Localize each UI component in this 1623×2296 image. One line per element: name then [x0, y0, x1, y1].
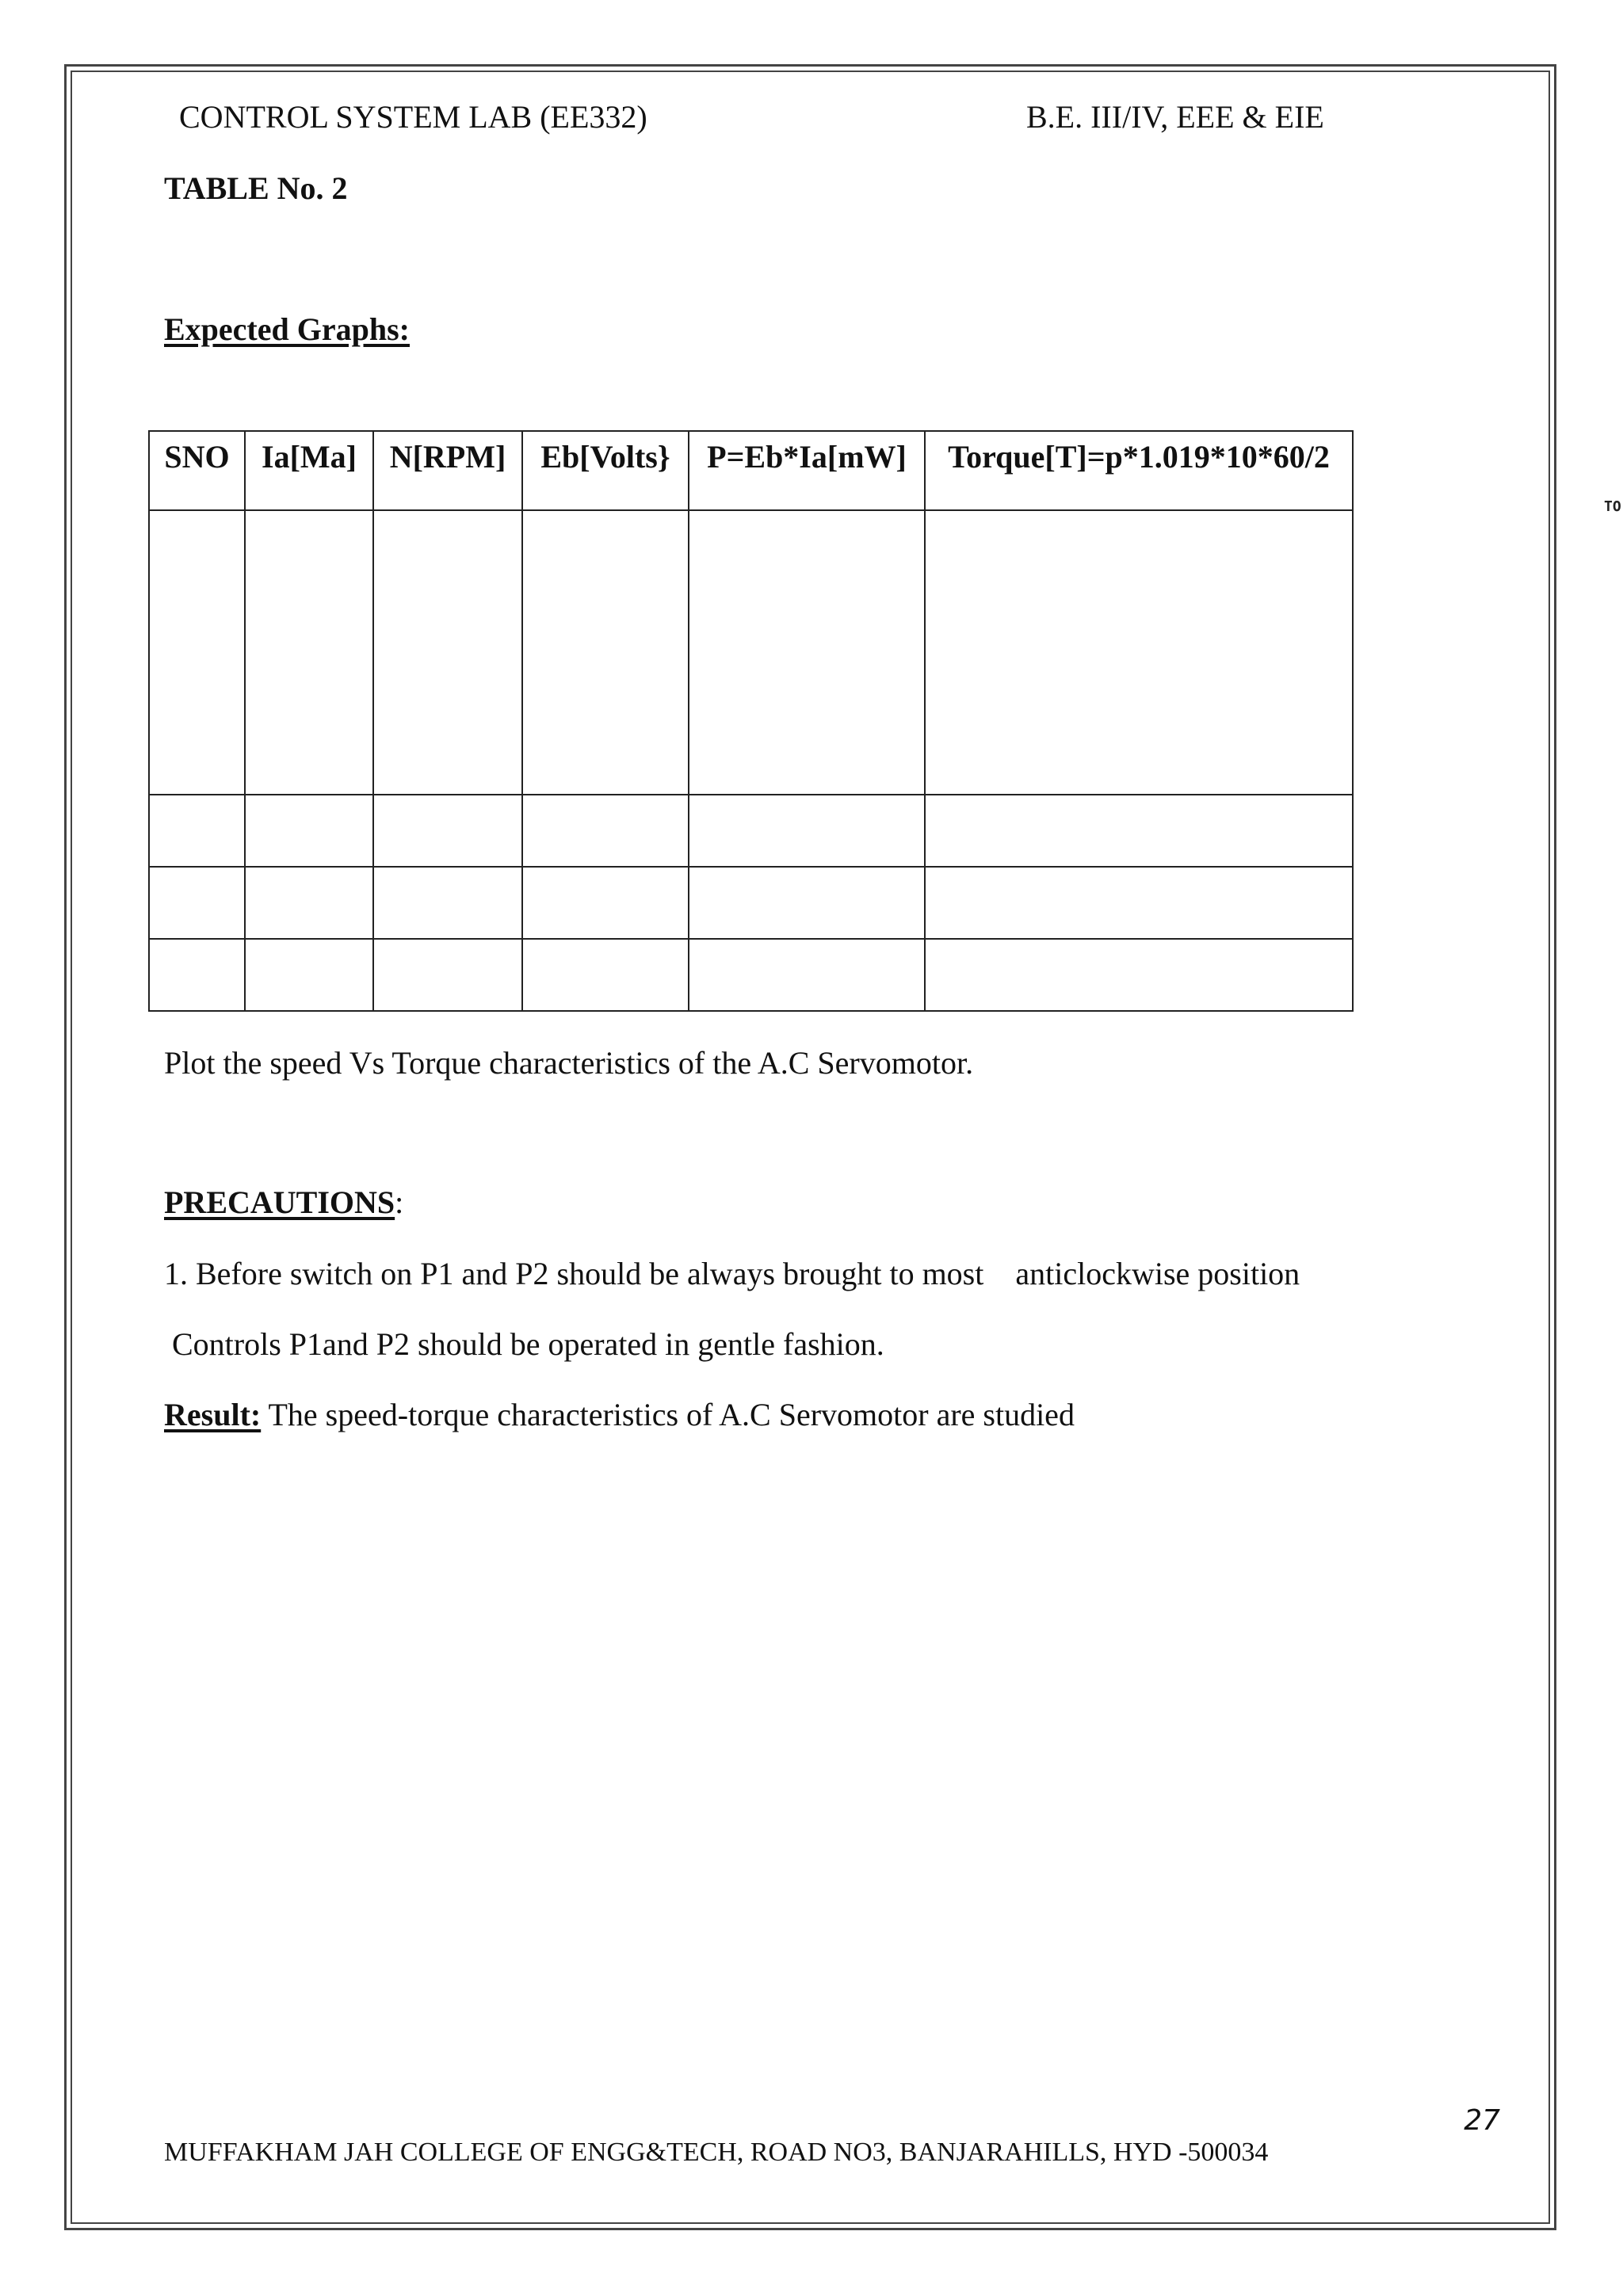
table-cell [689, 939, 925, 1011]
header-program: B.E. III/IV, EEE & EIE [1026, 99, 1324, 135]
column-header-current: Ia[Ma] [245, 431, 373, 510]
table-cell [522, 795, 689, 867]
table-cell [245, 510, 373, 795]
table-cell [925, 867, 1353, 939]
precaution-item-2: Controls P1and P2 should be operated in gentle fashion. [172, 1326, 884, 1362]
precautions-heading-colon: : [395, 1184, 404, 1220]
precaution-item-1: 1. Before switch on P1 and P2 should be always brought to most anticlockwise position [164, 1256, 1300, 1291]
column-header-power: P=Eb*Ia[mW] [689, 431, 925, 510]
page-border-inner [71, 71, 1550, 2224]
plot-instruction: Plot the speed Vs Torque characteristics of the A.C Servomotor. [164, 1045, 974, 1081]
table-cell [245, 795, 373, 867]
column-header-speed: N[RPM] [373, 431, 522, 510]
precautions-heading-line [164, 1184, 404, 1220]
result-label: Result: [164, 1397, 262, 1432]
header-course: CONTROL SYSTEM LAB (EE332) [179, 99, 647, 135]
table-cell [373, 795, 522, 867]
table-cell [245, 867, 373, 939]
table-title: TABLE No. 2 [164, 170, 348, 206]
table-cell [373, 867, 522, 939]
table-cell [373, 510, 522, 795]
table-header-row [149, 431, 1353, 510]
column-header-back-emf: Eb[Volts} [522, 431, 689, 510]
table-cell [689, 867, 925, 939]
edge-text-fragment: TO [1604, 498, 1621, 515]
table-cell [149, 510, 245, 795]
result-text: The speed-torque characteristics of A.C Servomotor are studied [261, 1397, 1075, 1432]
table-row [149, 795, 1353, 867]
table-cell [149, 795, 245, 867]
table-cell [522, 939, 689, 1011]
column-header-sno: SNO [149, 431, 245, 510]
table-row [149, 867, 1353, 939]
table-cell [689, 510, 925, 795]
table-cell [522, 867, 689, 939]
table-cell [925, 939, 1353, 1011]
footer-address: MUFFAKHAM JAH COLLEGE OF ENGG&TECH, ROAD NO3, BANJARAHILLS, HYD -500034 [164, 2138, 1269, 2167]
table-cell [522, 510, 689, 795]
table-row [149, 510, 1353, 795]
table-cell [149, 867, 245, 939]
table-row [149, 939, 1353, 1011]
table-cell [149, 939, 245, 1011]
page-number: 27 [1464, 2104, 1500, 2137]
expected-graphs-heading: Expected Graphs: [164, 311, 410, 347]
table-cell [245, 939, 373, 1011]
table-cell [925, 795, 1353, 867]
table-cell [689, 795, 925, 867]
table-cell [373, 939, 522, 1011]
precautions-heading: PRECAUTIONS [164, 1184, 395, 1220]
observation-table [148, 430, 1354, 1012]
column-header-torque: Torque[T]=p*1.019*10*60/2 [925, 431, 1353, 510]
table-cell [925, 510, 1353, 795]
result-line [164, 1399, 1075, 1431]
